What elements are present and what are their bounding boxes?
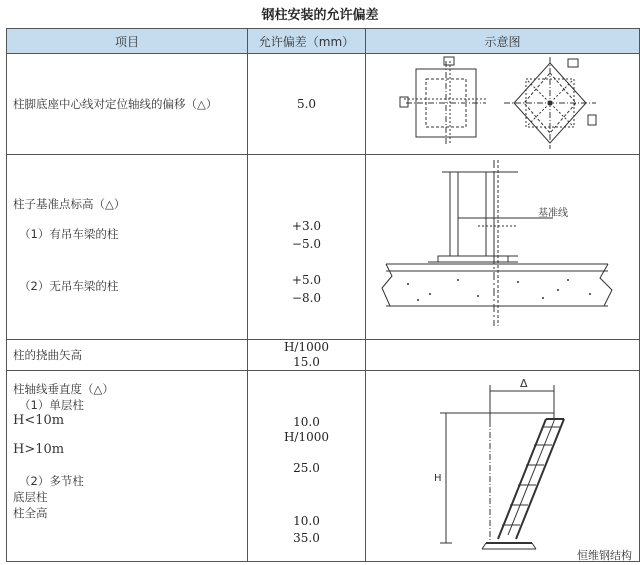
row4-full-height: 柱全高 <box>13 506 48 520</box>
row2-item-head: 柱子基准点标高（△） <box>13 197 126 211</box>
watermark: 恒维钢结构 <box>577 549 632 562</box>
row2-item <box>7 155 248 340</box>
row2-value-2b: −8.0 <box>291 291 322 305</box>
row1-item-text: 柱脚底座中心线对定位轴线的偏移（△） <box>13 97 218 111</box>
header-deviation: 允许偏差（mm） <box>248 29 366 54</box>
row4-h-gt: H>10m <box>13 442 65 457</box>
row1-item <box>7 54 248 155</box>
row4-value-lt: 10.0 <box>293 415 320 429</box>
row4-diagram <box>366 371 640 562</box>
row2-item-sub1: （1）有吊车梁的柱 <box>19 227 119 241</box>
row3-values <box>248 340 366 371</box>
row4-item-sub2: （2）多节柱 <box>19 474 84 488</box>
row2-item-sub2: （2）无吊车梁的柱 <box>19 279 119 293</box>
row3-value-2: 15.0 <box>293 355 320 369</box>
row2-value-1a: +3.0 <box>291 219 322 233</box>
row4-h-lt: H<10m <box>13 413 65 428</box>
deviation-table <box>6 28 640 562</box>
row1-diagram <box>366 54 640 155</box>
height-label: H <box>433 472 442 484</box>
row2-value-1b: −5.0 <box>291 237 322 251</box>
table-row <box>7 54 640 155</box>
datum-line-label: 基准线 <box>537 207 568 219</box>
row4-item <box>7 371 248 562</box>
row3-diagram <box>366 340 640 371</box>
table-row <box>7 371 640 562</box>
row4-value-gt: 25.0 <box>293 461 320 475</box>
page-title: 钢柱安装的允许偏差 <box>261 8 379 23</box>
row4-value-bottom: 10.0 <box>293 514 320 528</box>
row3-value-1: H/1000 <box>283 340 330 354</box>
table-row <box>7 340 640 371</box>
base-offset-diagram <box>368 55 638 151</box>
row4-bottom-column: 底层柱 <box>13 490 48 504</box>
table-row <box>7 155 640 340</box>
row4-item-sub1: （1）单层柱 <box>19 398 84 412</box>
row1-value: 5.0 <box>248 54 366 155</box>
verticality-diagram <box>368 377 638 553</box>
row4-values <box>248 371 366 562</box>
row3-item: 柱的挠曲矢高 <box>7 340 248 371</box>
header-diagram: 示意图 <box>366 29 640 54</box>
row2-diagram <box>366 155 640 340</box>
row2-values <box>248 155 366 340</box>
table-header-row <box>7 29 640 54</box>
row4-value-full: 35.0 <box>293 531 320 545</box>
row4-item-head: 柱轴线垂直度（△） <box>13 382 114 396</box>
elevation-diagram <box>368 156 638 336</box>
delta-label: Δ <box>519 376 528 390</box>
row4-value-hd: H/1000 <box>283 430 330 444</box>
header-item: 项目 <box>7 29 248 54</box>
row2-value-2a: +5.0 <box>291 273 322 287</box>
